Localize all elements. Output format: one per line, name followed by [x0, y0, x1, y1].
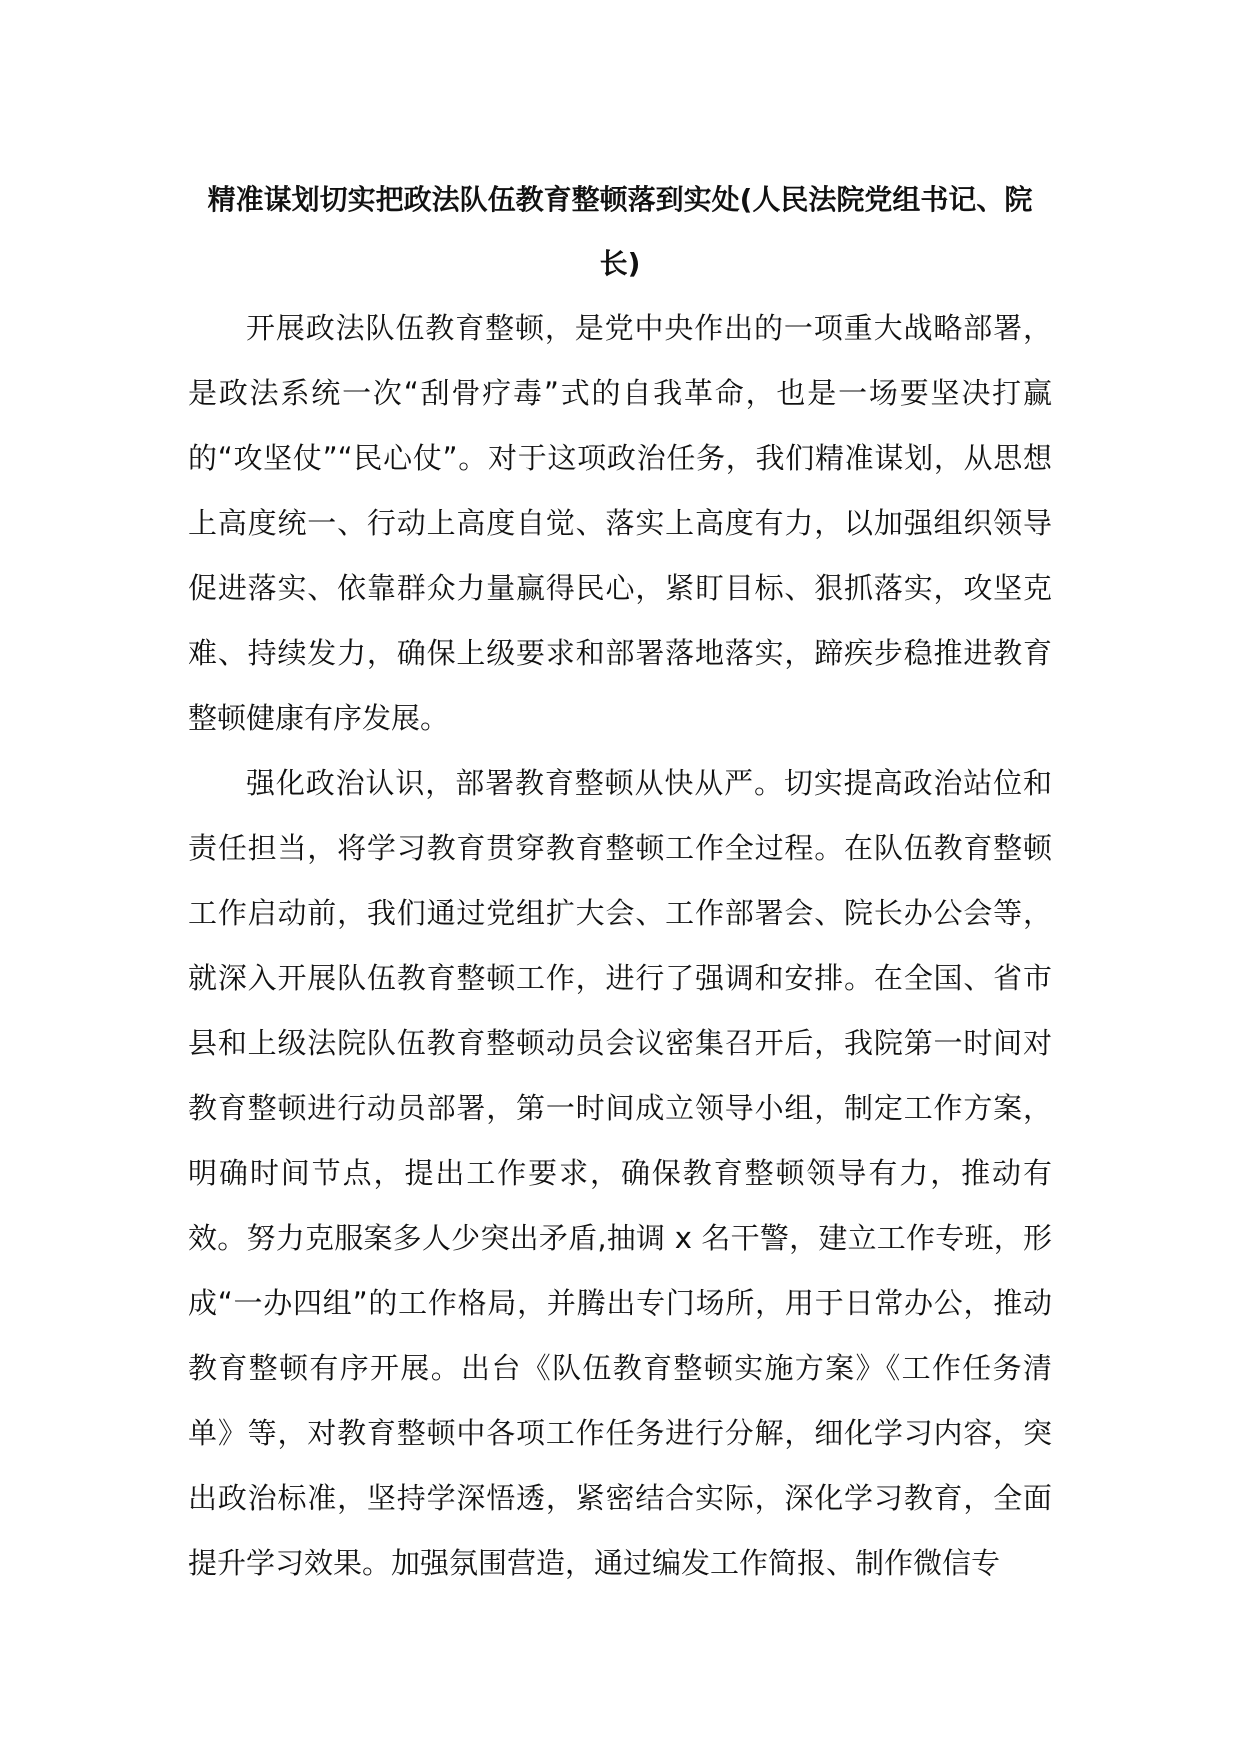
document-title: 精准谋划切实把政法队伍教育整顿落到实处(人民法院党组书记、院长)	[207, 183, 1033, 280]
paragraph-political-awareness: 强化政治认识，部署教育整顿从快从严。切实提高政治站位和责任担当，将学习教育贯穿教育整顿工作全过程。在队伍教育整顿工作启动前，我们通过党组扩大会、工作部署会、院长办公会等，就深入开展队伍教育整顿工作，进行了强调和安排。在全国、省市县和上级法院队伍教育整顿动员会议密集召开后，我院第一时间对教育整顿进行动员部署，第一时间成立领导小组，制定工作方案，明确时间节点，提出工作要求，确保教育整顿领导有力，推动有效。努力克服案多人少突出矛盾,抽调 x 名干警，建立工作专班，形成“一办四组”的工作格局，并腾出专门场所，用于日常办公，推动教育整顿有序开展。出台《队伍教育整顿实施方案》《工作任务清单》等，对教育整顿中各项工作任务进行分解，细化学习内容，突出政治标准，坚持学深悟透，紧密结合实际，深化学习教育，全面提升学习效果。加强氛围营造，通过编发工作简报、制作微信专	[188, 766, 1052, 1580]
paragraph-intro: 开展政法队伍教育整顿，是党中央作出的一项重大战略部署，是政法系统一次“刮骨疗毒”式的自我革命，也是一场要坚决打赢的“攻坚仗”“民心仗”。对于这项政治任务，我们精准谋划，从思想上高度统一、行动上高度自觉、落实上高度有力，以加强组织领导促进落实、依靠群众力量赢得民心，紧盯目标、狠抓落实，攻坚克难、持续发力，确保上级要求和部署落地落实，蹄疾步稳推进教育整顿健康有序发展。	[188, 311, 1052, 735]
document-body	[188, 168, 1052, 1596]
